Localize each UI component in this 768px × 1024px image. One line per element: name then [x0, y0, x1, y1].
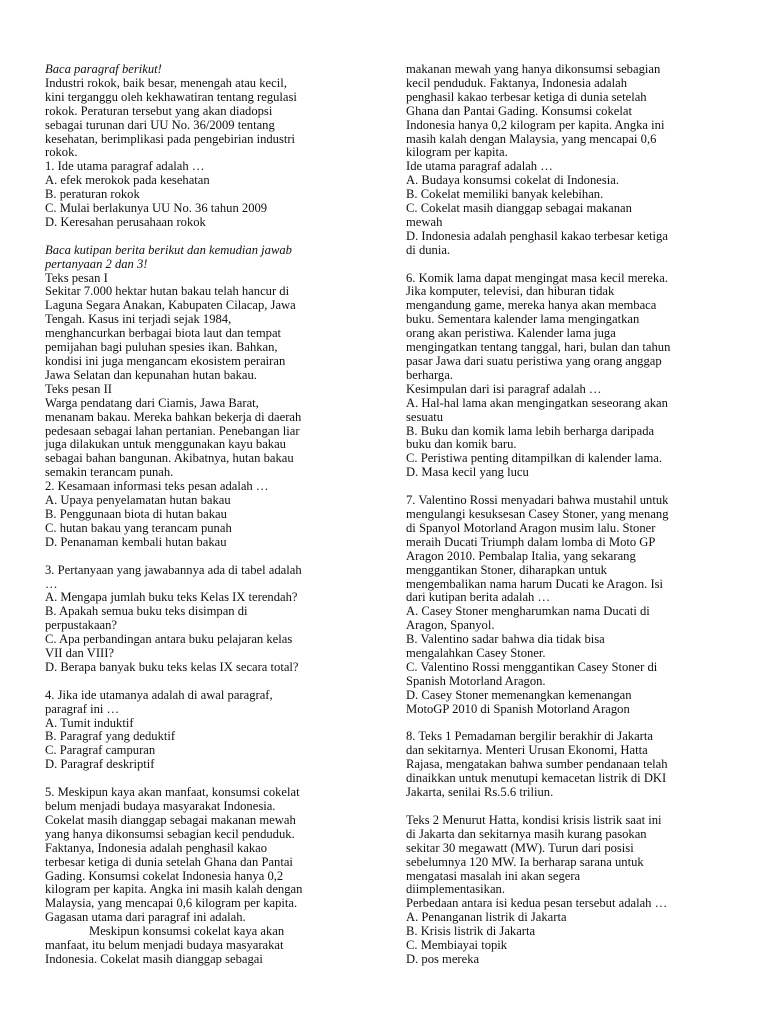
text-line: kilogram per kapita. — [406, 145, 508, 160]
text-line: A. Upaya penyelamatan hutan bakau — [45, 493, 231, 508]
instruction-line: Baca kutipan berita berikut dan kemudian jawab — [45, 242, 292, 257]
blank-line — [406, 480, 732, 494]
text-line: juga dilakukan untuk menggunakan kayu bakau — [45, 437, 286, 452]
text-line: makanan mewah yang hanya dikonsumsi sebagian — [406, 62, 661, 76]
text-line: Faktanya, Indonesia adalah penghasil kakao — [45, 840, 268, 855]
text-line: dari kutipan berita adalah … — [406, 590, 551, 605]
text-line: C. Paragraf campuran — [45, 743, 156, 758]
text-line: menanam bakau. Mereka bahkan bekerja di daerah — [45, 409, 302, 424]
text-line: mengandung game, mereka hanya akan membaca — [406, 298, 657, 313]
text-line: D. Paragraf deskriptif — [45, 757, 155, 772]
text-line: 3. Pertanyaan yang jawabannya ada di tabel adalah — [45, 562, 302, 577]
text-line: B. Krisis listrik di Jakarta — [406, 924, 536, 939]
text-line: MotoGP 2010 di Spanish Motorland Aragon — [406, 701, 630, 716]
text-line: dan sekitarnya. Menteri Urusan Ekonomi, Hatta — [406, 743, 648, 758]
text-line: Jawa Selatan dan kepunahan hutan bakau. — [45, 367, 257, 382]
text-line: Gading. Konsumsi cokelat Indonesia hanya 0,2 — [45, 868, 284, 883]
text-line: kini terganggu oleh kekhawatiran tentang regulasi — [45, 89, 297, 104]
text-line: C. Apa perbandingan antara buku pelajaran kelas — [45, 632, 293, 647]
text-line: A. Hal-hal lama akan mengingatkan seseorang akan — [406, 395, 668, 410]
text-line: sesuatu — [406, 409, 444, 424]
text-line: mewah — [406, 214, 443, 229]
text-line: kecil penduduk. Faktanya, Indonesia adalah — [406, 75, 628, 90]
text-line: D. Penanaman kembali hutan bakau — [45, 534, 227, 549]
blank-line — [45, 550, 363, 564]
text-line: mengulangi kesuksesan Casey Stoner, yang menang — [406, 506, 669, 521]
text-line: Perbedaan antara isi kedua pesan tersebut adalah … — [406, 896, 668, 911]
text-line: D. Keresahan perusahaan rokok — [45, 214, 206, 229]
blank-line — [45, 230, 363, 244]
text-line: VII dan VIII? — [45, 646, 115, 661]
text-line: Jika komputer, televisi, dan hiburan tidak — [406, 284, 615, 299]
text-line: Ghana dan Pantai Gading. Konsumsi cokelat — [406, 103, 632, 118]
text-line: D. pos mereka — [406, 951, 480, 966]
right-column — [406, 63, 732, 967]
text-line: mengatasi masalah ini akan segera — [406, 868, 581, 883]
text-line: A. Tumit induktif — [45, 715, 134, 730]
text-line: D. Berapa banyak buku teks kelas IX secara total? — [45, 659, 299, 674]
text-line: di dunia. — [406, 242, 451, 257]
text-line: menghancurkan berbagai biota laut dan tempat — [45, 326, 282, 341]
text-line: 5. Meskipun kaya akan manfaat, konsumsi cokelat — [45, 785, 300, 800]
text-line: B. Cokelat memiliki banyak kelebihan. — [406, 187, 604, 202]
text-line: 1. Ide utama paragraf adalah … — [45, 159, 205, 174]
text-line: Jakarta, senilai Rs.5.6 triliun. — [406, 785, 554, 800]
text-line: Industri rokok, baik besar, menengah atau kecil, — [45, 75, 287, 90]
text-line: 4. Jika ide utamanya adalah di awal paragraf, — [45, 687, 273, 702]
text-line: Teks pesan II — [45, 381, 112, 396]
text-line: rokok. — [45, 145, 78, 160]
text-line: buku. Sementara kalender lama mengingatkan — [406, 312, 640, 327]
text-line: kesehatan, berimplikasi pada pengebirian industri — [45, 131, 296, 146]
text-line: Laguna Segara Anakan, Kabupaten Cilacap, Jawa — [45, 298, 296, 313]
text-line: buku dan komik baru. — [406, 437, 517, 452]
text-line: dinaikkan untuk menutupi kemacetan listrik di DKI — [406, 771, 667, 786]
text-line: B. Valentino sadar bahwa dia tidak bisa — [406, 632, 605, 647]
text-line: kondisi ini juga mengancam ekosistem perairan — [45, 354, 286, 369]
text-line: belum menjadi budaya masyarakat Indonesia. — [45, 798, 276, 813]
text-line: Malaysia, yang mencapai 0,6 kilogram per kapita. — [45, 896, 298, 911]
text-line: di Spanyol Motorland Aragon musim lalu. Stoner — [406, 520, 656, 535]
text-line: sekitar 30 megawatt (MW). Turun dari posisi — [406, 840, 634, 855]
text-line: A. Penanganan listrik di Jakarta — [406, 910, 567, 925]
text-line: masih kalah dengan Malaysia, yang mencapai 0,6 — [406, 131, 657, 146]
text-line: Sekitar 7.000 hektar hutan bakau telah hancur di — [45, 284, 290, 299]
text-line: pasar Jawa dari suatu peristiwa yang orang anggap — [406, 354, 662, 369]
text-line: B. peraturan rokok — [45, 187, 140, 202]
text-line: Tengah. Kasus ini terjadi sejak 1984, — [45, 312, 232, 327]
text-line: B. Buku dan komik lama lebih berharga daripada — [406, 423, 655, 438]
text-line: Ide utama paragraf adalah … — [406, 159, 553, 174]
text-line: penghasil kakao terbesar ketiga di dunia setelah — [406, 89, 647, 104]
text-line: mengembalikan nama harum Ducati ke Aragon. Isi — [406, 576, 664, 591]
text-line: di Jakarta dan sekitarnya masih kurang pasokan — [406, 826, 647, 841]
text-line: C. Valentino Rossi menggantikan Casey Stoner di — [406, 659, 658, 674]
text-line: Teks pesan I — [45, 270, 108, 285]
text-line: mengalahkan Casey Stoner. — [406, 646, 546, 661]
text-line: orang akan peristiwa. Kalender lama juga — [406, 326, 616, 341]
text-line: meraih Ducati Triumph dalam lomba di Moto GP — [406, 534, 656, 549]
text-line: Indonesia. Cokelat masih dianggap sebagai — [45, 951, 263, 966]
text-line: A. Casey Stoner mengharumkan nama Ducati di — [406, 604, 650, 619]
text-line: semakin terancam punah. — [45, 465, 174, 480]
text-line: Aragon 2010. Pembalap Italia, yang sekarang — [406, 548, 636, 563]
text-line: kilogram per kapita. Angka ini masih kalah dengan — [45, 882, 303, 897]
text-line: A. Budaya konsumsi cokelat di Indonesia. — [406, 173, 620, 188]
text-line: C. Membiayai topik — [406, 938, 508, 953]
text-line: Cokelat masih dianggap sebagai makanan mewah — [45, 812, 296, 827]
text-line: C. Peristiwa penting ditampilkan di kalender lama. — [406, 451, 663, 466]
text-line: sebelumnya 120 MW. Ia berharap sarana untuk — [406, 854, 644, 869]
text-line: Kesimpulan dari isi paragraf adalah … — [406, 381, 602, 396]
text-line: 8. Teks 1 Pemadaman bergilir berakhir di Jakarta — [406, 729, 653, 744]
text-line: sebagai turunan dari UU No. 36/2009 tentang — [45, 117, 275, 132]
text-line: Rajasa, mengatakan bahwa sumber pendanaan telah — [406, 757, 668, 772]
blank-line — [406, 258, 732, 272]
text-line: D. Indonesia adalah penghasil kakao terbesar ketiga — [406, 228, 668, 243]
text-line: Teks 2 Menurut Hatta, kondisi krisis listrik saat ini — [406, 812, 662, 827]
text-line: sebagai bahan bangunan. Akibatnya, hutan bakau — [45, 451, 294, 466]
text-line: 7. Valentino Rossi menyadari bahwa mustahil untuk — [406, 493, 669, 508]
text-line: B. Penggunaan biota di hutan bakau — [45, 506, 227, 521]
left-column — [45, 63, 363, 967]
blank-line — [406, 800, 732, 814]
instruction-line: Baca paragraf berikut! — [45, 62, 162, 76]
text-line: pedesaan sebagai lahan pertanian. Penebangan liar — [45, 423, 300, 438]
text-line: rokok. Peraturan tersebut yang akan diadopsi — [45, 103, 273, 118]
text-line: A. Mengapa jumlah buku teks Kelas IX terendah? — [45, 590, 298, 605]
text-line: Gagasan utama dari paragraf ini adalah. — [45, 910, 246, 925]
text-line: 6. Komik lama dapat mengingat masa kecil mereka. — [406, 270, 668, 285]
text-line: D. Masa kecil yang lucu — [406, 465, 529, 480]
blank-line — [406, 717, 732, 731]
text-line: terbesar ketiga di dunia setelah Ghana dan Pantai — [45, 854, 293, 869]
text-line: C. hutan bakau yang terancam punah — [45, 520, 232, 535]
text-line: B. Apakah semua buku teks disimpan di — [45, 604, 248, 619]
instruction-line: pertanyaan 2 dan 3! — [45, 256, 148, 271]
text-line: perpustakaan? — [45, 618, 118, 633]
text-line: A. efek merokok pada kesehatan — [45, 173, 210, 188]
text-line: pemijahan bagi puluhan spesies ikan. Bahkan, — [45, 340, 278, 355]
text-line: D. Casey Stoner memenangkan kemenangan — [406, 687, 632, 702]
text-line: 2. Kesamaan informasi teks pesan adalah … — [45, 479, 269, 494]
text-line: Aragon, Spanyol. — [406, 618, 495, 633]
text-line: diimplementasikan. — [406, 882, 505, 897]
blank-line — [45, 675, 363, 689]
text-line: Spanish Motorland Aragon. — [406, 673, 546, 688]
text-line: B. Paragraf yang deduktif — [45, 729, 176, 744]
blank-line — [45, 772, 363, 786]
text-line: manfaat, itu belum menjadi budaya masyarakat — [45, 938, 284, 953]
text-line: Warga pendatang dari Ciamis, Jawa Barat, — [45, 395, 259, 410]
text-line: mengingatkan tentang tanggal, hari, bulan dan tahun — [406, 340, 671, 355]
text-line: berharga. — [406, 367, 453, 382]
text-line: paragraf ini … — [45, 701, 120, 716]
text-line: Meskipun konsumsi cokelat kaya akan — [89, 924, 285, 939]
text-line: yang hanya dikonsumsi sebagian kecil penduduk. — [45, 826, 295, 841]
text-line: C. Cokelat masih dianggap sebagai makanan — [406, 201, 632, 216]
text-line: Indonesia hanya 0,2 kilogram per kapita. Angka ini — [406, 117, 665, 132]
text-line: menggantikan Stoner, diharapkan untuk — [406, 562, 607, 577]
text-line: … — [45, 576, 58, 591]
text-line: C. Mulai berlakunya UU No. 36 tahun 2009 — [45, 201, 268, 216]
